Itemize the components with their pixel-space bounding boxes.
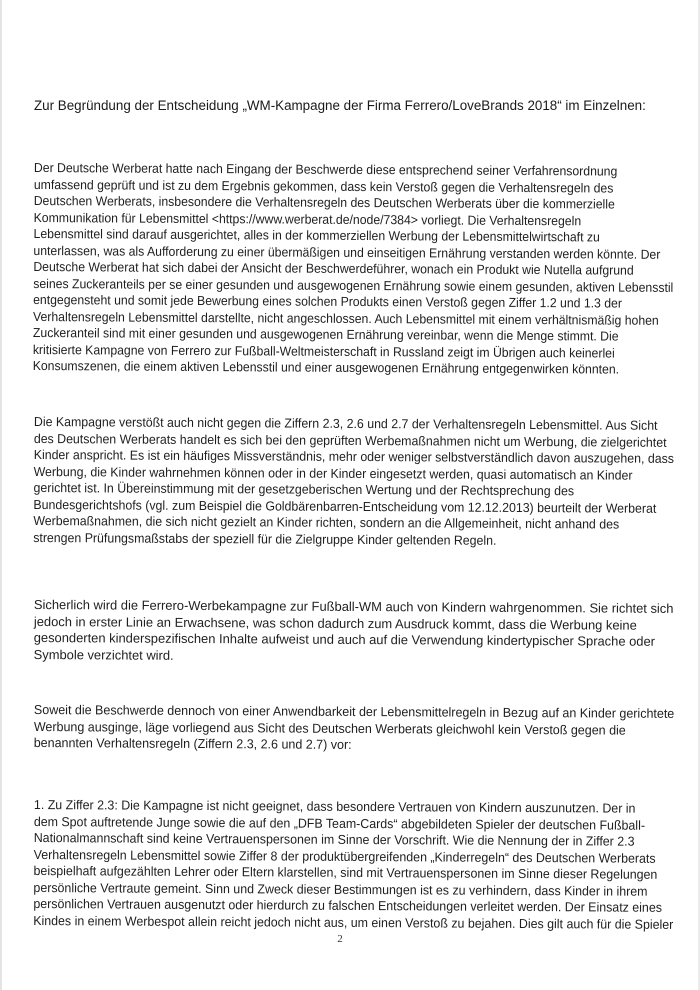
text-line: persönlichen Vertrauen ausgenutzt oder hierdurch zu falschen Entscheidungen verleitet werden. Der Einsatz eines	[33, 895, 663, 915]
text-line: Werbung ausginge, läge vorliegend aus Sicht des Deutschen Werberats gleichwohl kein Verstoß gegen die	[33, 718, 626, 738]
text-line: Deutsche Werberat hat sich dabei der Ansicht der Beschwerdeführer, wonach ein Produkt wie Nutella aufgrund	[33, 258, 634, 278]
text-line: Verhaltensregeln Lebensmittel sowie Ziffer 8 der produktübergreifenden „Kinderregeln“ des Deutschen Werberats	[33, 846, 656, 866]
text-line: dem Spot auftretende Junge sowie die auf den „DFB Team-Cards“ abgebildeten Spieler der deutschen Fußball-	[33, 813, 646, 833]
text-line: persönliche Vertraute gemeint. Sinn und Zweck dieser Bestimmungen ist es zu verhindern, dass Kinder in ihrem	[33, 879, 648, 899]
text-line: Der Deutsche Werberat hatte nach Eingang der Beschwerde diese entsprechend seiner Verfahrensordnung	[33, 160, 618, 179]
scan-edge-left	[0, 0, 2, 990]
text-line: Die Kampagne verstößt auch nicht gegen die Ziffern 2.3, 2.6 und 2.7 der Verhaltensregeln Lebensmittel. Aus Sicht	[33, 414, 658, 433]
text-line: Kindes in einem Werbespot allein reicht jedoch nicht aus, um einen Verstoß zu bejahen. Dies gilt auch für die Spieler	[33, 912, 674, 932]
text-line: Werbemaßnahmen, die sich nicht gezielt an Kinder richten, sondern an die Allgemeinheit, nicht anhand des	[33, 512, 620, 532]
text-line: entgegensteht und somit jede Bewerbung eines solchen Produkts einen Verstoß gegen Ziffer 1.2 und 1.3 der	[33, 291, 623, 311]
text-line: Symbole verzichtet wird.	[33, 646, 174, 663]
text-line: kritisierte Kampagne von Ferrero zur Fußball-Weltmeisterschaft in Russland zeigt im Übrigen auch keinerlei	[32, 341, 615, 361]
text-line: benannten Verhaltensregeln (Ziffern 2.3, 2.6 und 2.7) vor:	[33, 734, 352, 752]
text-line: Nationalmannschaft sind keine Vertrauenspersonen im Sinne der Vorschrift. Wie die Nennung der in Ziffer 2.3	[33, 829, 635, 849]
text-line: Konsumszenen, die einem aktiven Lebensstil und einer ausgewogenen Ernährung entgegenwirken könnten.	[32, 357, 620, 377]
text-line: Lebensmittel sind darauf ausgerichtet, alles in der kommerziellen Werbung der Lebensmittelwirtschaft zu	[33, 225, 600, 245]
text-line: strengen Prüfungsmaßstabs der speziell für die Zielgruppe Kinder geltenden Regeln.	[33, 529, 497, 548]
text-line: gesonderten kinderspezifischen Inhalte aufweist und auch auf die Verwendung kindertypischer Sprache oder	[33, 629, 656, 649]
paragraph-2	[33, 414, 700, 550]
text-line: Sicherlich wird die Ferrero-Werbekampagne zur Fußball-WM auch von Kindern wahrgenommen. Sie richtet sich	[33, 597, 674, 616]
text-line: Verhaltensregeln Lebensmittel darstellte, nicht angeschlossen. Auch Lebensmittel mit einem verhältnismäßig hohen	[33, 308, 659, 328]
section-heading: Zur Begründung der Entscheidung „WM-Kampagne der Firma Ferrero/LoveBrands 2018“ im Einzelnen:	[34, 98, 646, 113]
text-line: umfassend geprüft und ist zu dem Ergebnis gekommen, dass kein Verstoß gegen die Verhaltensregeln des	[33, 176, 614, 196]
paragraph-1	[33, 160, 700, 379]
paragraph-3	[34, 597, 678, 667]
text-line: unterlassen, was als Aufforderung zu einer übermäßigen und einseitigen Ernährung verstanden werden könnte. Der	[33, 242, 661, 262]
page-number: 2	[337, 933, 343, 945]
text-line: jedoch in erster Linie an Erwachsene, was schon dadurch zum Ausdruck kommt, dass die Werbung keine	[33, 613, 637, 633]
text-line: seines Zuckeranteils per se einer gesunden und ausgewogenen Ernährung sowie einem gesunden, aktiven Lebensstil	[33, 275, 674, 295]
text-line: Zuckeranteil sind mit einer gesunden und ausgewogenen Ernährung vereinbar, wenn die Menge stimmt. Die	[32, 324, 619, 344]
text-line: Bundesgerichtshofs (vgl. zum Beispiel die Goldbärenbarren-Entscheidung vom 12.12.2013) beurteilt der Werberat	[33, 496, 657, 516]
text-line: beispielhaft aufgezählten Lehrer oder Eltern klarstellen, sind mit Vertrauenspersonen im Sinne dieser Regelungen	[33, 862, 658, 882]
text-line: Deutschen Werberats, insbesondere die Verhaltensregeln des Deutschen Werberats über die kommerzielle	[33, 192, 615, 212]
text-line: Soweit die Beschwerde dennoch von einer Anwendbarkeit der Lebensmittelregeln in Bezug auf an Kinder gerichtete	[33, 702, 675, 721]
text-line: des Deutschen Werberats handelt es sich bei den geprüften Werbemaßnahmen nicht um Werbung, die zielgerichtet	[33, 430, 667, 450]
text-line: Kinder anspricht. Es ist ein häufiges Missverständnis, mehr oder weniger selbstverständlich davon auszugehen, dass	[33, 446, 675, 466]
paragraph-4	[34, 702, 700, 756]
text-line: 1. Zu Ziffer 2.3: Die Kampagne ist nicht geeignet, dass besondere Vertrauen von Kindern auszunutzen. Der in	[33, 797, 636, 816]
text-line: Kommunikation für Lebensmittel <https://www.werberat.de/node/7384> vorliegt. Die Verhaltensregeln	[33, 209, 582, 228]
text-line: Werbung, die Kinder wahrnehmen können oder in der Kinder eingesetzt werden, quasi automatisch an Kinder	[33, 463, 633, 483]
paragraph-5-numbered-item	[33, 797, 700, 933]
text-line: gerichtet ist. In Übereinstimmung mit der gesetzgeberischen Wertung und der Rechtsprechung des	[33, 479, 575, 499]
